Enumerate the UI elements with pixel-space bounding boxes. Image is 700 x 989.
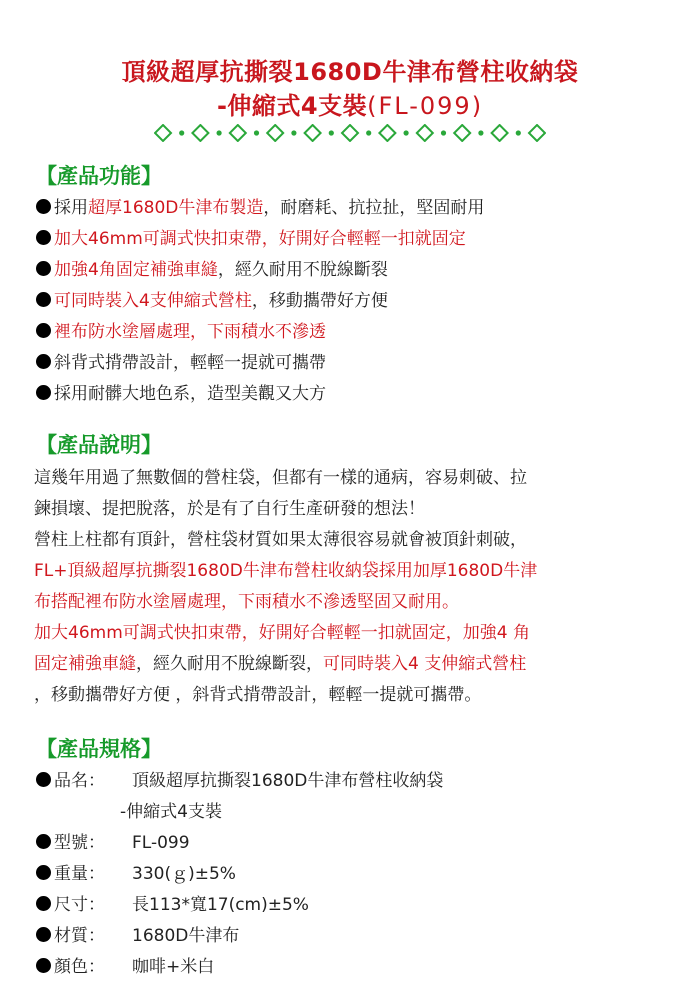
bullet-dot-icon: [36, 385, 51, 400]
bullet-dot-icon: [36, 865, 51, 880]
diamond-dot-icon: [291, 130, 296, 135]
feature-item: [36, 348, 484, 379]
diamond-outline-icon: [492, 125, 508, 141]
diamond-dot-icon: [254, 130, 259, 135]
diamond-dot-icon: [404, 130, 409, 135]
diamond-dot-icon: [478, 130, 483, 135]
description-red-span: 固定補強車縫: [34, 654, 136, 674]
bullet-dot-icon: [36, 199, 51, 214]
model-code: (FL-099): [367, 92, 484, 120]
diamond-outline-icon: [417, 125, 433, 141]
feature-item: [36, 193, 484, 224]
bullet-dot-icon: [36, 958, 51, 973]
description-line: 布搭配裡布防水塗層處理，下雨積水不滲透堅固又耐用。: [34, 592, 459, 612]
spec-value: 頂級超厚抗撕裂1680D牛津布營柱收納袋: [132, 771, 444, 791]
feature-item: [36, 317, 484, 348]
subtitle-text: -伸縮式4支裝: [216, 92, 368, 120]
diamond-outline-icon: [305, 125, 321, 141]
page-subtitle: [0, 86, 700, 121]
features-list: [36, 193, 484, 410]
bullet-dot-icon: [36, 772, 51, 787]
diamond-outline-icon: [379, 125, 395, 141]
feature-text: ，耐磨耗、抗拉扯，堅固耐用: [263, 198, 485, 218]
description-line: 營柱上柱都有頂針，營柱袋材質如果太薄很容易就會被頂針刺破，: [34, 530, 527, 550]
feature-item: [36, 286, 484, 317]
bullet-dot-icon: [36, 323, 51, 338]
feature-highlight: 加大46mm可調式快扣束帶，好開好合輕輕一扣就固定: [54, 229, 466, 249]
diamond-dot-icon: [179, 130, 184, 135]
spec-value: -伸縮式4支裝: [120, 802, 222, 822]
spec-value: 長113*寬17(cm)±5%: [132, 895, 309, 915]
feature-item: [36, 379, 484, 410]
feature-highlight: 裡布防水塗層處理，下雨積水不滲透: [54, 322, 326, 342]
bullet-dot-icon: [36, 896, 51, 911]
spec-model: [36, 828, 443, 859]
feature-highlight: 可同時裝入4支伸縮式營柱: [54, 291, 252, 311]
feature-text: 採用: [54, 198, 88, 218]
spec-value: 咖啡+米白: [132, 957, 215, 977]
spec-label: 顏色：: [54, 957, 105, 977]
diamond-dot-icon: [516, 130, 521, 135]
description-line: 加大46mm可調式快扣束帶，好開好合輕輕一扣就固定，加強4 角: [34, 623, 530, 643]
bullet-dot-icon: [36, 354, 51, 369]
diamond-divider: [0, 124, 700, 146]
features-heading: 【產品功能】: [36, 164, 162, 188]
diamond-outline-icon: [529, 125, 545, 141]
feature-text: 採用耐髒大地色系，造型美觀又大方: [54, 384, 326, 404]
specs-list: [36, 766, 443, 983]
description-line: 這幾年用過了無數個的營柱袋，但都有一樣的通病，容易刺破、拉: [34, 468, 527, 488]
description-red-span: 可同時裝入4 支伸縮式營柱: [323, 654, 527, 674]
spec-color: [36, 952, 443, 983]
feature-text: ，移動攜帶好方便: [251, 291, 388, 311]
description-span: ，經久耐用不脫線斷裂，: [136, 654, 323, 674]
description-line: [34, 649, 674, 680]
spec-value: FL-099: [132, 833, 190, 853]
diamond-outline-icon: [342, 125, 358, 141]
description-line: 鍊損壞、提把脫落，於是有了自行生產研發的想法！: [34, 499, 425, 519]
specs-heading: 【產品規格】: [36, 737, 162, 761]
bullet-dot-icon: [36, 927, 51, 942]
diamond-dot-icon: [441, 130, 446, 135]
diamond-outline-icon: [267, 125, 283, 141]
diamond-outline-icon: [454, 125, 470, 141]
spec-value: 330(ｇ)±5%: [132, 864, 236, 884]
spec-label: 尺寸：: [54, 895, 105, 915]
spec-name-continued: [36, 797, 443, 828]
spec-value: 1680D牛津布: [132, 926, 240, 946]
diamond-dot-icon: [217, 130, 222, 135]
bullet-dot-icon: [36, 834, 51, 849]
spec-label: 品名：: [54, 771, 105, 791]
diamond-pattern-icon: [154, 124, 546, 142]
description-body: [34, 463, 674, 711]
spec-size: [36, 890, 443, 921]
feature-highlight: 超厚1680D牛津布製造: [88, 198, 264, 218]
bullet-dot-icon: [36, 261, 51, 276]
spec-weight: [36, 859, 443, 890]
page-title: 頂級超厚抗撕裂1680D牛津布營柱收納袋: [121, 58, 579, 86]
diamond-dot-icon: [329, 130, 334, 135]
description-line: ，移動攜帶好方便 ，斜背式揹帶設計，輕輕一提就可攜帶。: [34, 685, 482, 705]
spec-label: 材質：: [54, 926, 105, 946]
diamond-dot-icon: [366, 130, 371, 135]
diamond-outline-icon: [155, 125, 171, 141]
diamond-outline-icon: [192, 125, 208, 141]
spec-label: 重量：: [54, 864, 105, 884]
description-line: FL+頂級超厚抗撕裂1680D牛津布營柱收納袋採用加厚1680D牛津: [34, 561, 538, 581]
bullet-dot-icon: [36, 292, 51, 307]
spec-name: [36, 766, 443, 797]
feature-item: [36, 224, 484, 255]
spec-material: [36, 921, 443, 952]
bullet-dot-icon: [36, 230, 51, 245]
feature-item: [36, 255, 484, 286]
diamond-outline-icon: [230, 125, 246, 141]
feature-highlight: 加強4角固定補強車縫: [54, 260, 218, 280]
spec-label: 型號：: [54, 833, 105, 853]
feature-text: ，經久耐用不脫線斷裂: [217, 260, 388, 280]
description-heading: 【產品說明】: [36, 433, 162, 457]
feature-text: 斜背式揹帶設計，輕輕一提就可攜帶: [54, 353, 326, 373]
